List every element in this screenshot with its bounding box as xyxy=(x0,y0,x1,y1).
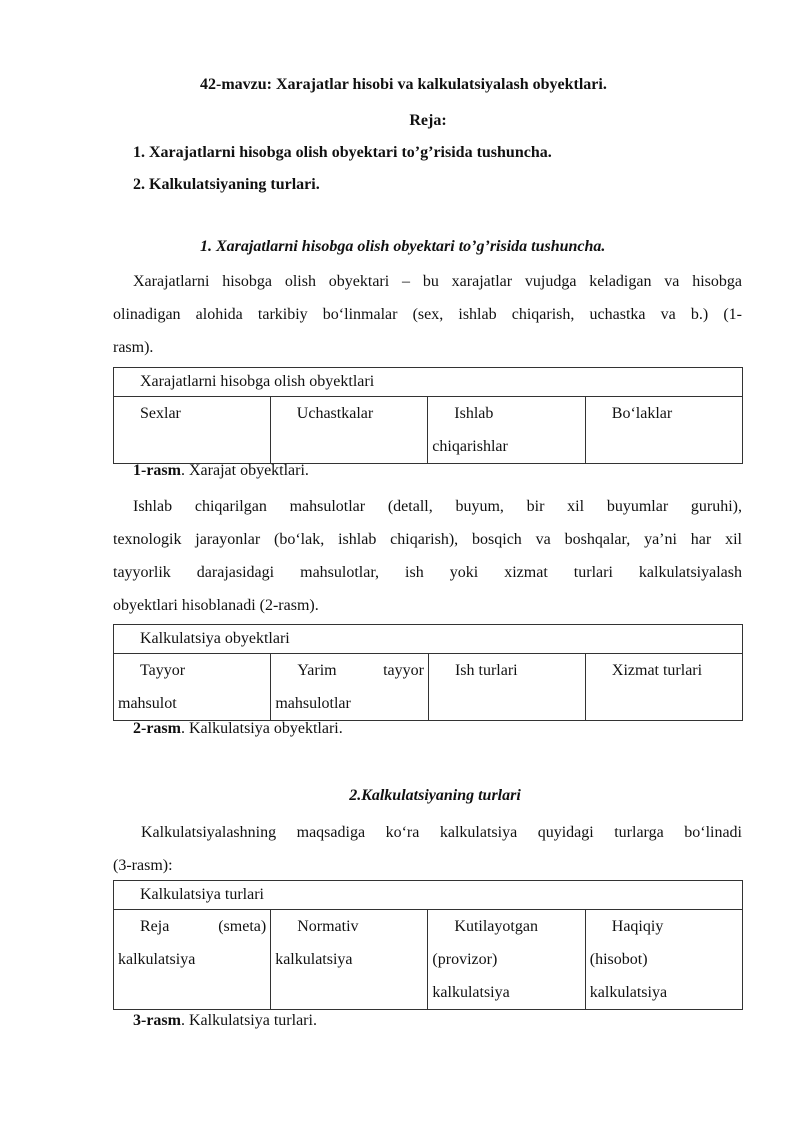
figure-2-cell-tayyor-mahsulot: Tayyor mahsulot xyxy=(114,654,271,721)
paragraph-2-line-2: texnologik jarayonlar (bo‘lak, ishlab chiqarish), bosqich va boshqalar, ya’ni har xil xyxy=(113,531,742,548)
figure-3-cell-normativ: Normativ kalkulatsiya xyxy=(271,910,428,1010)
plan-heading: Reja: xyxy=(409,112,447,129)
plan-item-1: 1. Xarajatlarni hisobga olish obyektari to’g’risida tushuncha. xyxy=(133,144,552,161)
figure-1-caption: 1-rasm. Xarajat obyektlari. xyxy=(133,462,309,479)
paragraph-1-line-1: Xarajatlarni hisobga olish obyektari – bu xarajatlar vujudga keladigan va hisobga xyxy=(133,273,742,290)
topic-title: 42-mavzu: Xarajatlar hisobi va kalkulatsiyalash obyektlari. xyxy=(200,76,607,93)
paragraph-3-line-2: (3-rasm): xyxy=(113,857,173,874)
section-2-heading: 2.Kalkulatsiyaning turlari xyxy=(349,787,521,804)
figure-1-table xyxy=(113,367,743,464)
figure-1-cell-bolaklar: Bo‘laklar xyxy=(585,397,742,464)
figure-1-cell-ishlab-chiqarishlar: Ishlab chiqarishlar xyxy=(428,397,585,464)
figure-3-table xyxy=(113,880,743,1010)
figure-3-cell-haqiqiy: Haqiqiy (hisobot) kalkulatsiya xyxy=(585,910,742,1010)
section-1-heading: 1. Xarajatlarni hisobga olish obyektari to’g’risida tushuncha. xyxy=(200,238,606,255)
figure-1-cell-sexlar: Sexlar xyxy=(114,397,271,464)
paragraph-3-line-1: Kalkulatsiyalashning maqsadiga ko‘ra kalkulatsiya quyidagi turlarga bo‘linadi xyxy=(141,824,742,841)
figure-2-caption: 2-rasm. Kalkulatsiya obyektlari. xyxy=(133,720,343,737)
figure-1-cell-uchastkalar: Uchastkalar xyxy=(270,397,428,464)
plan-item-2: 2. Kalkulatsiyaning turlari. xyxy=(133,176,320,193)
figure-2-cell-xizmat-turlari: Xizmat turlari xyxy=(585,654,742,721)
paragraph-1-line-3: rasm). xyxy=(113,339,154,356)
figure-2-table xyxy=(113,624,743,721)
paragraph-2 xyxy=(113,490,742,622)
figure-1-header: Xarajatlarni hisobga olish obyektlari xyxy=(114,368,743,397)
figure-3-header: Kalkulatsiya turlari xyxy=(114,881,743,910)
paragraph-2-line-4: obyektlari hisoblanadi (2-rasm). xyxy=(113,597,319,614)
paragraph-1-line-2: olinadigan alohida tarkibiy bo‘linmalar (sex, ishlab chiqarish, uchastka va b.) (1- xyxy=(113,306,742,323)
figure-2-cell-yarim-tayyor: Yarim tayyor mahsulotlar xyxy=(271,654,429,721)
paragraph-3 xyxy=(113,816,742,882)
figure-3-cell-kutilayotgan: Kutilayotgan (provizor) kalkulatsiya xyxy=(428,910,585,1010)
figure-2-cell-ish-turlari: Ish turlari xyxy=(428,654,585,721)
paragraph-2-line-1: Ishlab chiqarilgan mahsulotlar (detall, buyum, bir xil buyumlar guruhi), xyxy=(133,498,742,515)
paragraph-1 xyxy=(113,265,742,364)
figure-3-cell-reja-smeta: Reja (smeta) kalkulatsiya xyxy=(114,910,271,1010)
figure-2-header: Kalkulatsiya obyektlari xyxy=(114,625,743,654)
paragraph-2-line-3: tayyorlik darajasidagi mahsulotlar, ish yoki xizmat turlari kalkulatsiyalash xyxy=(113,564,742,581)
figure-3-caption: 3-rasm. Kalkulatsiya turlari. xyxy=(133,1012,317,1029)
